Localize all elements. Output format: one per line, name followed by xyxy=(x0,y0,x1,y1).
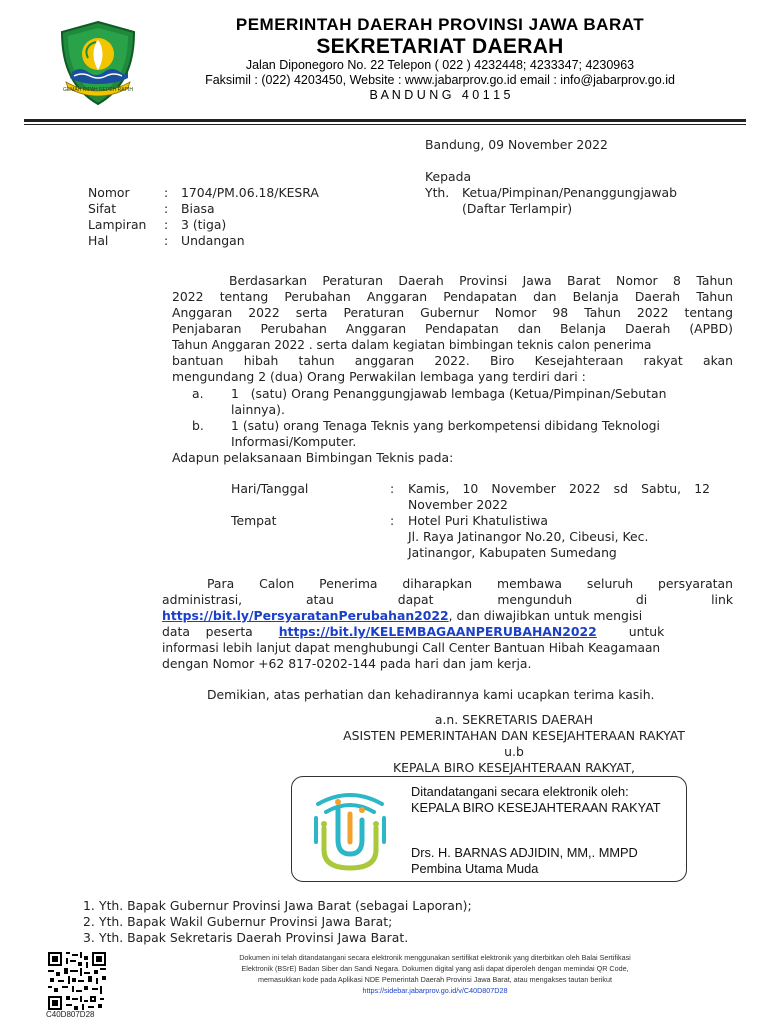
body-text: untuk xyxy=(628,624,665,639)
schedule-place-value: Hotel Puri Khatulistiwa xyxy=(408,513,548,528)
schedule-place-address: Jl. Raya Jatinangor No.20, Cibeusi, Kec. xyxy=(408,529,649,544)
meta-label: Hal xyxy=(88,233,109,248)
kop-office: SEKRETARIAT DAERAH xyxy=(316,35,564,58)
kop-address: Jalan Diponegoro No. 22 Telepon ( 022 ) 4232448; 4233347; 4230963 xyxy=(245,58,635,72)
list-marker: a. xyxy=(192,386,204,401)
meta-label: Nomor xyxy=(88,185,130,200)
meta-sep: : xyxy=(164,185,169,200)
body-line: informasi lebih lanjut dapat menghubungi Call Center Bantuan Hibah Keagamaan xyxy=(162,641,661,655)
meta-sep: : xyxy=(164,233,169,248)
meta-sep: : xyxy=(164,217,169,232)
kop-contact: Faksimil : (022) 4203450, Website : www.jabarprov.go.id email : info@jabarprov.go.id xyxy=(205,73,675,87)
kepada-recipient: Ketua/Pimpinan/Penanggungjawab xyxy=(462,185,677,200)
schedule-day-label: Hari/Tanggal xyxy=(231,481,309,496)
body-line: Penjabaran Perubahan Anggaran Pendapatan dan Belanja Daerah (APBD) xyxy=(172,321,733,336)
body-line: dengan Nomor +62 817-0202-144 pada hari dan jam kerja. xyxy=(162,656,532,671)
kepada-yth: Yth. xyxy=(425,185,450,200)
signer-name: Drs. H. BARNAS ADJIDIN, MM,. MMPD xyxy=(411,845,638,860)
footer-disclaimer-line: memasukkan kode pada Aplikasi NDE Pemerintah Daerah Provinsi Jawa Barat, atau mengakses tautan berikut xyxy=(258,975,612,984)
list-item: 1 (satu) Orang Penanggungjawab lembaga (Ketua/Pimpinan/Sebutan xyxy=(231,386,667,401)
body-line: administrasi, atau dapat mengunduh di link xyxy=(162,592,733,607)
list-item-cont: Informasi/Komputer. xyxy=(231,434,357,449)
body-line: 2022 tentang Perubahan Anggaran Pendapatan dan Belanja Daerah Tahun xyxy=(172,289,733,304)
schedule-place-address-cont: Jatinangor, Kabupaten Sumedang xyxy=(408,545,617,560)
qr-code[interactable] xyxy=(48,952,106,1010)
seal-motto: GEMAH RIPAH REPEH RAPIH xyxy=(63,87,133,93)
kepada-label: Kepada xyxy=(425,169,472,184)
qr-code-icon xyxy=(48,952,106,1010)
verification-link[interactable]: https://sidebar.jabarprov.go.id/v/C40D807D28 xyxy=(362,986,508,995)
list-marker: b. xyxy=(192,418,204,433)
footer-disclaimer-line: Elektronik (BSrE) Badan Siber dan Sandi Negara. Dokumen digital yang asli dapat diperoleh dengan memindai QR Code, xyxy=(241,964,629,973)
signer-rank: Pembina Utama Muda xyxy=(411,861,539,876)
cc-item: Yth. Bapak Wakil Gubernur Provinsi Jawa Barat; xyxy=(99,914,393,929)
schedule-place-label: Tempat xyxy=(231,513,277,528)
schedule-place-sep: : xyxy=(390,513,395,528)
signature-asisten: ASISTEN PEMERINTAHAN DAN KESEJAHTERAAN RAKYAT xyxy=(343,728,685,743)
e-signature-caption: Ditandatangani secara elektronik oleh: xyxy=(411,784,629,799)
cc-item: Yth. Bapak Sekretaris Daerah Provinsi Jawa Barat. xyxy=(99,930,409,945)
signature-ub: u.b xyxy=(504,744,524,759)
meta-sep: : xyxy=(164,201,169,216)
qr-verification-code: C40D807D28 xyxy=(46,1010,95,1019)
kop-divider-thin xyxy=(24,124,746,125)
body-text: , dan diwajibkan untuk mengisi xyxy=(448,608,643,623)
body-line: Para Calon Penerima diharapkan membawa seluruh persyaratan xyxy=(207,576,733,591)
schedule-day-sep: : xyxy=(390,481,395,496)
body-line xyxy=(162,608,733,624)
cc-number: 3. xyxy=(83,930,95,945)
body-line: bantuan hibah tahun anggaran 2022. Biro Kesejahteraan rakyat akan xyxy=(172,353,733,368)
cc-item: Yth. Bapak Gubernur Provinsi Jawa Barat (sebagai Laporan); xyxy=(99,898,472,913)
kepada-note: (Daftar Terlampir) xyxy=(462,201,573,216)
meta-value: Undangan xyxy=(181,233,245,248)
bsre-logo-icon xyxy=(308,784,392,876)
body-line xyxy=(162,624,733,640)
list-item-cont: lainnya). xyxy=(231,402,285,417)
requirements-link[interactable]: https://bit.ly/PersyaratanPerubahan2022 xyxy=(162,608,449,623)
body-line: Anggaran 2022 serta Peraturan Gubernur Nomor 98 Tahun 2022 tentang xyxy=(172,305,733,320)
schedule-day-value-cont: November 2022 xyxy=(408,497,508,512)
meta-label: Sifat xyxy=(88,201,117,216)
body-text: data peserta xyxy=(162,624,253,639)
signature-kepala: KEPALA BIRO KESEJAHTERAAN RAKYAT, xyxy=(393,760,635,775)
e-signature-title: KEPALA BIRO KESEJAHTERAAN RAKYAT xyxy=(411,800,661,815)
kop-city: B A N D U N G 4 0 1 1 5 xyxy=(369,88,511,102)
kop-government: PEMERINTAH DAERAH PROVINSI JAWA BARAT xyxy=(235,15,645,34)
kop-divider-thick xyxy=(24,119,746,122)
body-line: mengundang 2 (dua) Orang Perwakilan lembaga yang terdiri dari : xyxy=(172,369,586,384)
cc-number: 2. xyxy=(83,914,95,929)
body-line: Tahun Anggaran 2022 . serta dalam kegiatan bimbingan teknis calon penerima xyxy=(172,338,652,352)
closing-statement: Demikian, atas perhatian dan kehadirannya kami ucapkan terima kasih. xyxy=(207,687,655,702)
body-line: Berdasarkan Peraturan Daerah Provinsi Jawa Barat Nomor 8 Tahun xyxy=(229,273,733,288)
footer-disclaimer-line: Dokumen ini telah ditandatangani secara elektronik menggunakan sertifikat elektronik yang diterbitkan oleh Balai Sertifikasi xyxy=(239,953,631,962)
meta-label: Lampiran xyxy=(88,217,147,232)
schedule-day-value: Kamis, 10 November 2022 sd Sabtu, 12 xyxy=(408,481,710,496)
letter-date: Bandung, 09 November 2022 xyxy=(425,137,608,152)
registration-link[interactable]: https://bit.ly/KELEMBAGAANPERUBAHAN2022 xyxy=(278,624,597,639)
signature-an: a.n. SEKRETARIS DAERAH xyxy=(434,712,594,727)
meta-value: 3 (tiga) xyxy=(181,217,227,232)
meta-value: 1704/PM.06.18/KESRA xyxy=(181,185,319,200)
schedule-intro: Adapun pelaksanaan Bimbingan Teknis pada: xyxy=(172,450,454,465)
cc-number: 1. xyxy=(83,898,95,913)
provincial-seal-icon xyxy=(58,20,138,106)
meta-value: Biasa xyxy=(181,201,215,216)
list-item: 1 (satu) orang Tenaga Teknis yang berkompetensi dibidang Teknologi xyxy=(231,418,660,433)
